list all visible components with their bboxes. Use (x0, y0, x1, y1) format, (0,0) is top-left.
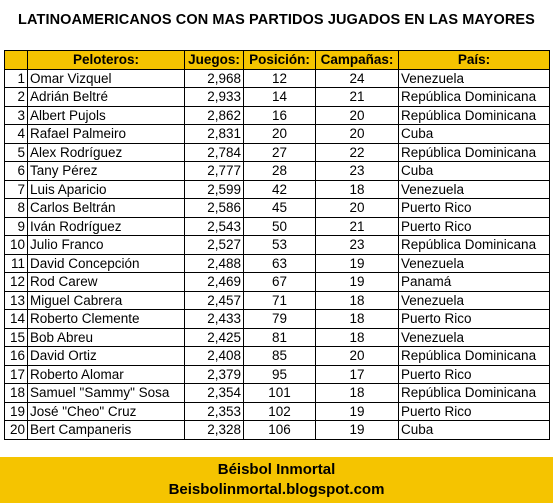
table-row (5, 291, 550, 310)
player-cell: Miguel Cabrera (28, 291, 185, 310)
player-cell: Bert Campaneris (28, 421, 185, 440)
table-row (5, 199, 550, 218)
games-cell: 2,586 (185, 199, 244, 218)
player-cell: Samuel "Sammy" Sosa (28, 384, 185, 403)
seasons-cell: 18 (316, 384, 399, 403)
country-cell: Venezuela (399, 291, 550, 310)
seasons-cell: 19 (316, 421, 399, 440)
country-cell: Panamá (399, 273, 550, 292)
position-cell: 42 (244, 180, 316, 199)
position-cell: 14 (244, 88, 316, 107)
seasons-cell: 18 (316, 328, 399, 347)
rank-cell: 1 (5, 69, 28, 88)
rank-cell: 16 (5, 347, 28, 366)
table-row (5, 125, 550, 144)
position-header: Posición: (244, 51, 316, 70)
seasons-cell: 17 (316, 365, 399, 384)
country-cell: Cuba (399, 421, 550, 440)
table-row (5, 365, 550, 384)
country-header: País: (399, 51, 550, 70)
player-cell: Julio Franco (28, 236, 185, 255)
position-cell: 106 (244, 421, 316, 440)
seasons-cell: 23 (316, 162, 399, 181)
player-cell: Rod Carew (28, 273, 185, 292)
player-cell: Bob Abreu (28, 328, 185, 347)
games-cell: 2,457 (185, 291, 244, 310)
country-cell: República Dominicana (399, 88, 550, 107)
rank-cell: 2 (5, 88, 28, 107)
table-row (5, 88, 550, 107)
games-cell: 2,408 (185, 347, 244, 366)
player-cell: David Concepción (28, 254, 185, 273)
table-row (5, 273, 550, 292)
seasons-cell: 20 (316, 125, 399, 144)
seasons-cell: 18 (316, 310, 399, 329)
country-cell: Puerto Rico (399, 365, 550, 384)
games-cell: 2,933 (185, 88, 244, 107)
position-cell: 12 (244, 69, 316, 88)
country-cell: Venezuela (399, 180, 550, 199)
table-row (5, 421, 550, 440)
country-cell: Venezuela (399, 254, 550, 273)
player-cell: Adrián Beltré (28, 88, 185, 107)
table-row (5, 106, 550, 125)
position-cell: 71 (244, 291, 316, 310)
rank-cell: 17 (5, 365, 28, 384)
table-row (5, 143, 550, 162)
rank-cell: 10 (5, 236, 28, 255)
country-cell: Puerto Rico (399, 199, 550, 218)
position-cell: 63 (244, 254, 316, 273)
seasons-cell: 23 (316, 236, 399, 255)
table-row (5, 162, 550, 181)
games-cell: 2,968 (185, 69, 244, 88)
rank-cell: 11 (5, 254, 28, 273)
rank-cell: 6 (5, 162, 28, 181)
table-row (5, 69, 550, 88)
position-cell: 102 (244, 402, 316, 421)
games-cell: 2,433 (185, 310, 244, 329)
table-header-row (5, 51, 550, 70)
seasons-cell: 20 (316, 199, 399, 218)
seasons-cell: 22 (316, 143, 399, 162)
rank-cell: 14 (5, 310, 28, 329)
table-row (5, 217, 550, 236)
country-cell: Puerto Rico (399, 310, 550, 329)
footer-brand: Béisbol Inmortal (217, 461, 336, 478)
country-cell: República Dominicana (399, 347, 550, 366)
table-row (5, 180, 550, 199)
player-cell: Roberto Clemente (28, 310, 185, 329)
table-row (5, 328, 550, 347)
games-cell: 2,784 (185, 143, 244, 162)
games-header: Juegos: (185, 51, 244, 70)
table-row (5, 236, 550, 255)
position-cell: 53 (244, 236, 316, 255)
rank-cell: 15 (5, 328, 28, 347)
games-cell: 2,328 (185, 421, 244, 440)
position-cell: 81 (244, 328, 316, 347)
player-cell: Alex Rodríguez (28, 143, 185, 162)
player-cell: Carlos Beltrán (28, 199, 185, 218)
table-row (5, 347, 550, 366)
footer-banner (0, 457, 553, 503)
player-cell: Tany Pérez (28, 162, 185, 181)
games-cell: 2,527 (185, 236, 244, 255)
country-cell: Venezuela (399, 328, 550, 347)
seasons-cell: 19 (316, 273, 399, 292)
rank-cell: 4 (5, 125, 28, 144)
position-cell: 45 (244, 199, 316, 218)
games-cell: 2,353 (185, 402, 244, 421)
seasons-cell: 19 (316, 402, 399, 421)
rank-cell: 20 (5, 421, 28, 440)
table-row (5, 402, 550, 421)
country-cell: Cuba (399, 162, 550, 181)
stats-table (4, 50, 550, 440)
rank-cell: 8 (5, 199, 28, 218)
seasons-header: Campañas: (316, 51, 399, 70)
player-cell: Roberto Alomar (28, 365, 185, 384)
country-cell: República Dominicana (399, 143, 550, 162)
games-cell: 2,862 (185, 106, 244, 125)
rank-cell: 19 (5, 402, 28, 421)
rank-cell: 18 (5, 384, 28, 403)
country-cell: República Dominicana (399, 236, 550, 255)
country-cell: Puerto Rico (399, 402, 550, 421)
player-cell: Rafael Palmeiro (28, 125, 185, 144)
player-header: Peloteros: (28, 51, 185, 70)
seasons-cell: 24 (316, 69, 399, 88)
player-cell: Iván Rodríguez (28, 217, 185, 236)
seasons-cell: 20 (316, 106, 399, 125)
position-cell: 20 (244, 125, 316, 144)
games-cell: 2,469 (185, 273, 244, 292)
table-row (5, 310, 550, 329)
country-cell: Puerto Rico (399, 217, 550, 236)
seasons-cell: 20 (316, 347, 399, 366)
position-cell: 67 (244, 273, 316, 292)
rank-cell: 12 (5, 273, 28, 292)
country-cell: Venezuela (399, 69, 550, 88)
position-cell: 16 (244, 106, 316, 125)
seasons-cell: 18 (316, 180, 399, 199)
games-cell: 2,831 (185, 125, 244, 144)
footer-url: Beisbolinmortal.blogspot.com (168, 481, 385, 498)
country-cell: República Dominicana (399, 106, 550, 125)
games-cell: 2,777 (185, 162, 244, 181)
position-cell: 101 (244, 384, 316, 403)
player-cell: Omar Vizquel (28, 69, 185, 88)
player-cell: David Ortiz (28, 347, 185, 366)
page-title: LATINOAMERICANOS CON MAS PARTIDOS JUGADOS EN LAS MAYORES (18, 12, 535, 28)
rank-header (5, 51, 28, 70)
position-cell: 27 (244, 143, 316, 162)
games-cell: 2,543 (185, 217, 244, 236)
position-cell: 50 (244, 217, 316, 236)
seasons-cell: 21 (316, 217, 399, 236)
country-cell: República Dominicana (399, 384, 550, 403)
games-cell: 2,488 (185, 254, 244, 273)
rank-cell: 13 (5, 291, 28, 310)
games-cell: 2,425 (185, 328, 244, 347)
games-cell: 2,354 (185, 384, 244, 403)
player-cell: José "Cheo" Cruz (28, 402, 185, 421)
seasons-cell: 18 (316, 291, 399, 310)
player-cell: Albert Pujols (28, 106, 185, 125)
games-cell: 2,379 (185, 365, 244, 384)
games-cell: 2,599 (185, 180, 244, 199)
country-cell: Cuba (399, 125, 550, 144)
rank-cell: 5 (5, 143, 28, 162)
seasons-cell: 19 (316, 254, 399, 273)
position-cell: 28 (244, 162, 316, 181)
rank-cell: 7 (5, 180, 28, 199)
position-cell: 79 (244, 310, 316, 329)
player-cell: Luis Aparicio (28, 180, 185, 199)
table-row (5, 384, 550, 403)
rank-cell: 9 (5, 217, 28, 236)
rank-cell: 3 (5, 106, 28, 125)
seasons-cell: 21 (316, 88, 399, 107)
table-row (5, 254, 550, 273)
position-cell: 85 (244, 347, 316, 366)
position-cell: 95 (244, 365, 316, 384)
